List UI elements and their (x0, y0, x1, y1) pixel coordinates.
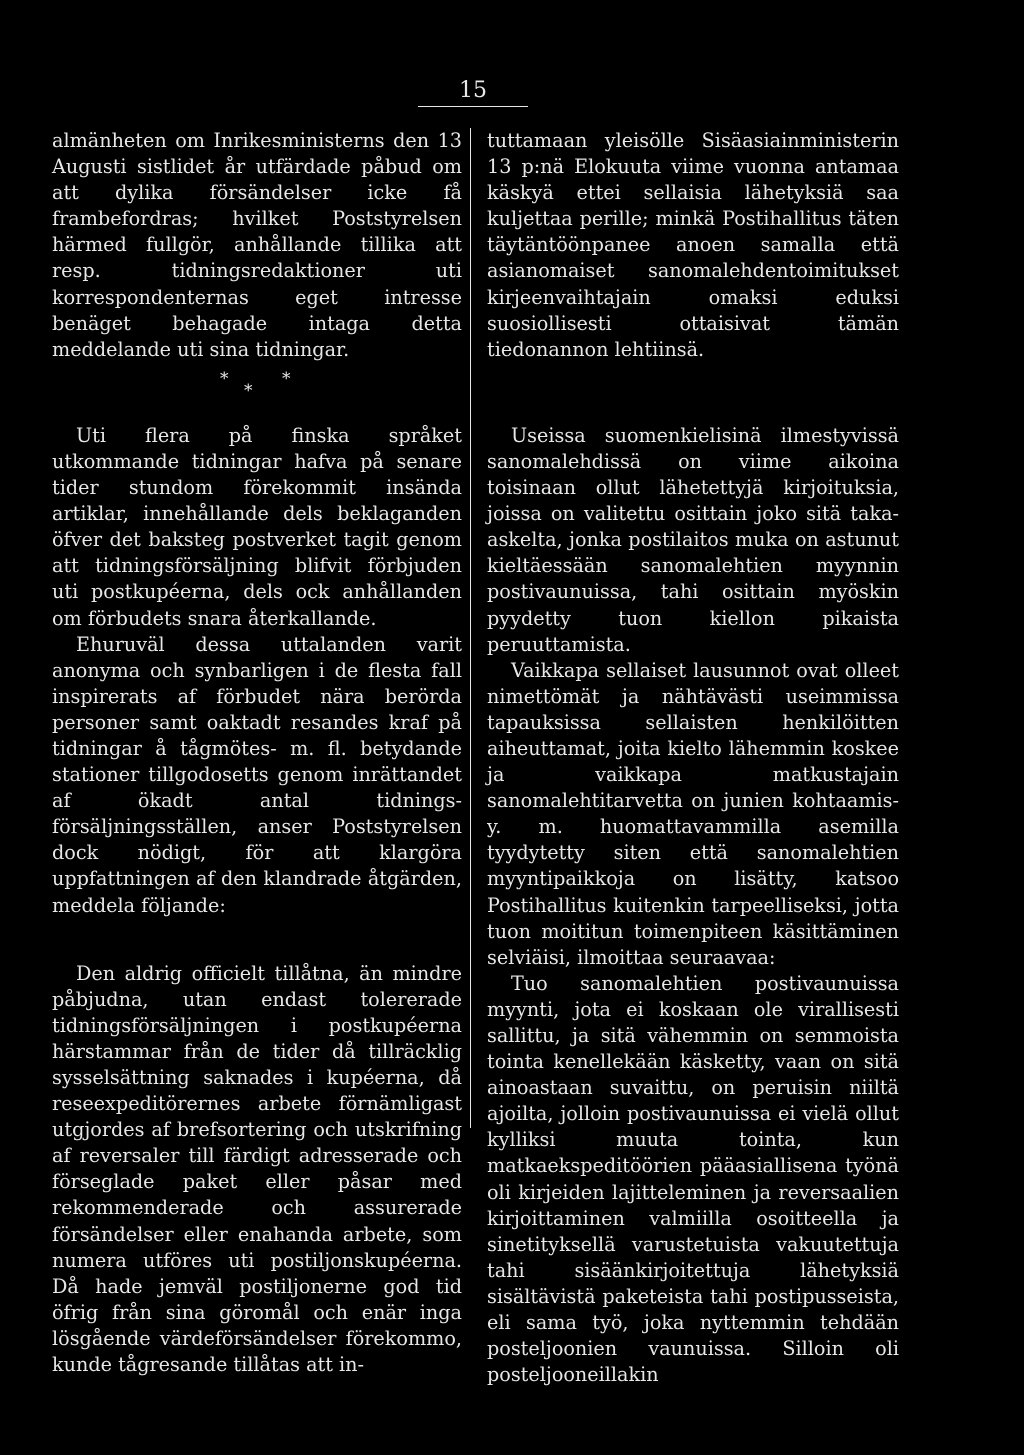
column-divider (470, 128, 471, 1128)
right-column-finnish (487, 128, 899, 1388)
right-paragraph-2: Vaikkapa sellaiset lausunnot ovat olleet nimettömät ja nähtävästi useimmissa tapauksissa sellaisten henkilöitten aiheuttamat, joita kielto lähemmin koskee ja vaikkapa matkustajain sanomalehtitarvetta on junien kohtaamis- y. m. huomattavammilla asemilla tyydytetty siten että sanomalehtien myyntipaikkoja on lisätty, katsoo Postihallitus kuitenkin tarpeelliseksi, jotta tuon moititun toimenpiteen käsittäminen selviäisi, ilmoittaa seuraavaa: (487, 658, 899, 969)
left-paragraph-2: Ehuruväl dessa uttalanden varit anonyma och synbarligen i de flesta fall inspirerats af förbudet nära berörda personer samt oaktadt resandes kraf på tidningar å tågmötes- m. fl. betydande stationer tillgodosetts genom inrättandet af ökadt antal tidnings-försäljningsställen, anser Poststyrelsen dock nödigt, för att klargöra uppfattningen af den klandrade åtgärden, meddela följande: (52, 632, 462, 917)
section-separator (52, 363, 462, 415)
left-intro-paragraph: almänheten om Inrikesministerns den 13 Augusti sistlidet år utfärdade påbud om att dylika försändelser icke få frambefordras; hvilket Poststyrelsen härmed fullgör, anhållande tillika att resp. tidningsredaktioner uti korrespondenternas eget intresse benäget behagade intaga detta meddelande uti sina tidningar. (52, 129, 462, 361)
left-paragraph-3: Den aldrig officielt tillåtna, än mindre påbjudna, utan endast tolererade tidningsförsäljningen i postkupéerna härstammar från de tider då tillräcklig sysselsättning saknades i kupéerna, då reseexpeditörernes arbete förnämligast utgjordes af brefsortering och utskrifning af reversaler till färdigt adresserade och förseglade paket eller påsar med rekommenderade och assurerade försändelser eller enahanda arbete, som numera utföres uti postiljonskupéerna. Då hade jemväl postiljonerne god tid öfrig från sina göromål och enär inga lösgående värdeförsändelser förekommo, kunde tågresande tillåtas att in- (52, 961, 462, 1377)
asterisk-mark: * (282, 368, 291, 389)
right-paragraph-3: Tuo sanomalehtien postivaunuissa myynti, jota ei koskaan ole virallisesti sallittu, ja sitä vähemmin on semmoista tointa kenellekään käsketty, vaan on sitä ainoastaan suvaittu, on peruisin niiltä ajoilta, jolloin postivaunuissa ei vielä ollut kylliksi muuta tointa, kun matkaekspeditöörien pääasiallisena työnä oli kirjeiden lajitteleminen ja reversaalien kirjoittaminen valmiilla osoitteella ja sinetityksellä varustetuista vakuutettuja tahi sisäänkirjoitettuja lähetyksiä sisältävistä paketeista tahi postipusseista, eli sama työ, joka nyttemmin tehdään posteljoonien vaunuissa. Silloin oli posteljooneillakin (487, 971, 899, 1387)
asterisk-mark: * (244, 380, 253, 401)
left-column-swedish (52, 128, 462, 1378)
right-paragraph-1: Useissa suomenkielisinä ilmestyvissä sanomalehdissä on viime aikoina toisinaan ollut lähetettyjä kirjoituksia, joissa on valitettu osittain joko sitä taka-askelta, jonka postilaitos muka on astunut kieltäessään sanomalehtien myynnin postivaunuissa, tahi osittain myöskin pyydetty tuon kiellon pikaista peruuttamista. (487, 423, 899, 656)
asterisk-mark: * (220, 368, 229, 389)
right-intro-paragraph: tuttamaan yleisölle Sisäasiainministerin 13 p:nä Elokuuta viime vuonna antamaa käskyä ettei sellaisia lähetyksiä saa kuljettaa perille; minkä Postihallitus täten täytäntöönpanee anoen samalla että asianomaiset sanomalehdentoimitukset kirjeenvaihtajain omaksi eduksi suosiollisesti ottaisivat tämän tiedonannon lehtiinsä. (487, 129, 899, 361)
left-paragraph-1: Uti flera på finska språket utkommande tidningar hafva på senare tider stundom förekommit insända artiklar, innehållande dels beklaganden öfver det baksteg postverket tagit genom att tidningsförsäljning blifvit förbjuden uti postkupéerna, dels ock anhållanden om förbudets snara återkallande. (52, 423, 462, 630)
page-number: 15 (418, 78, 528, 107)
